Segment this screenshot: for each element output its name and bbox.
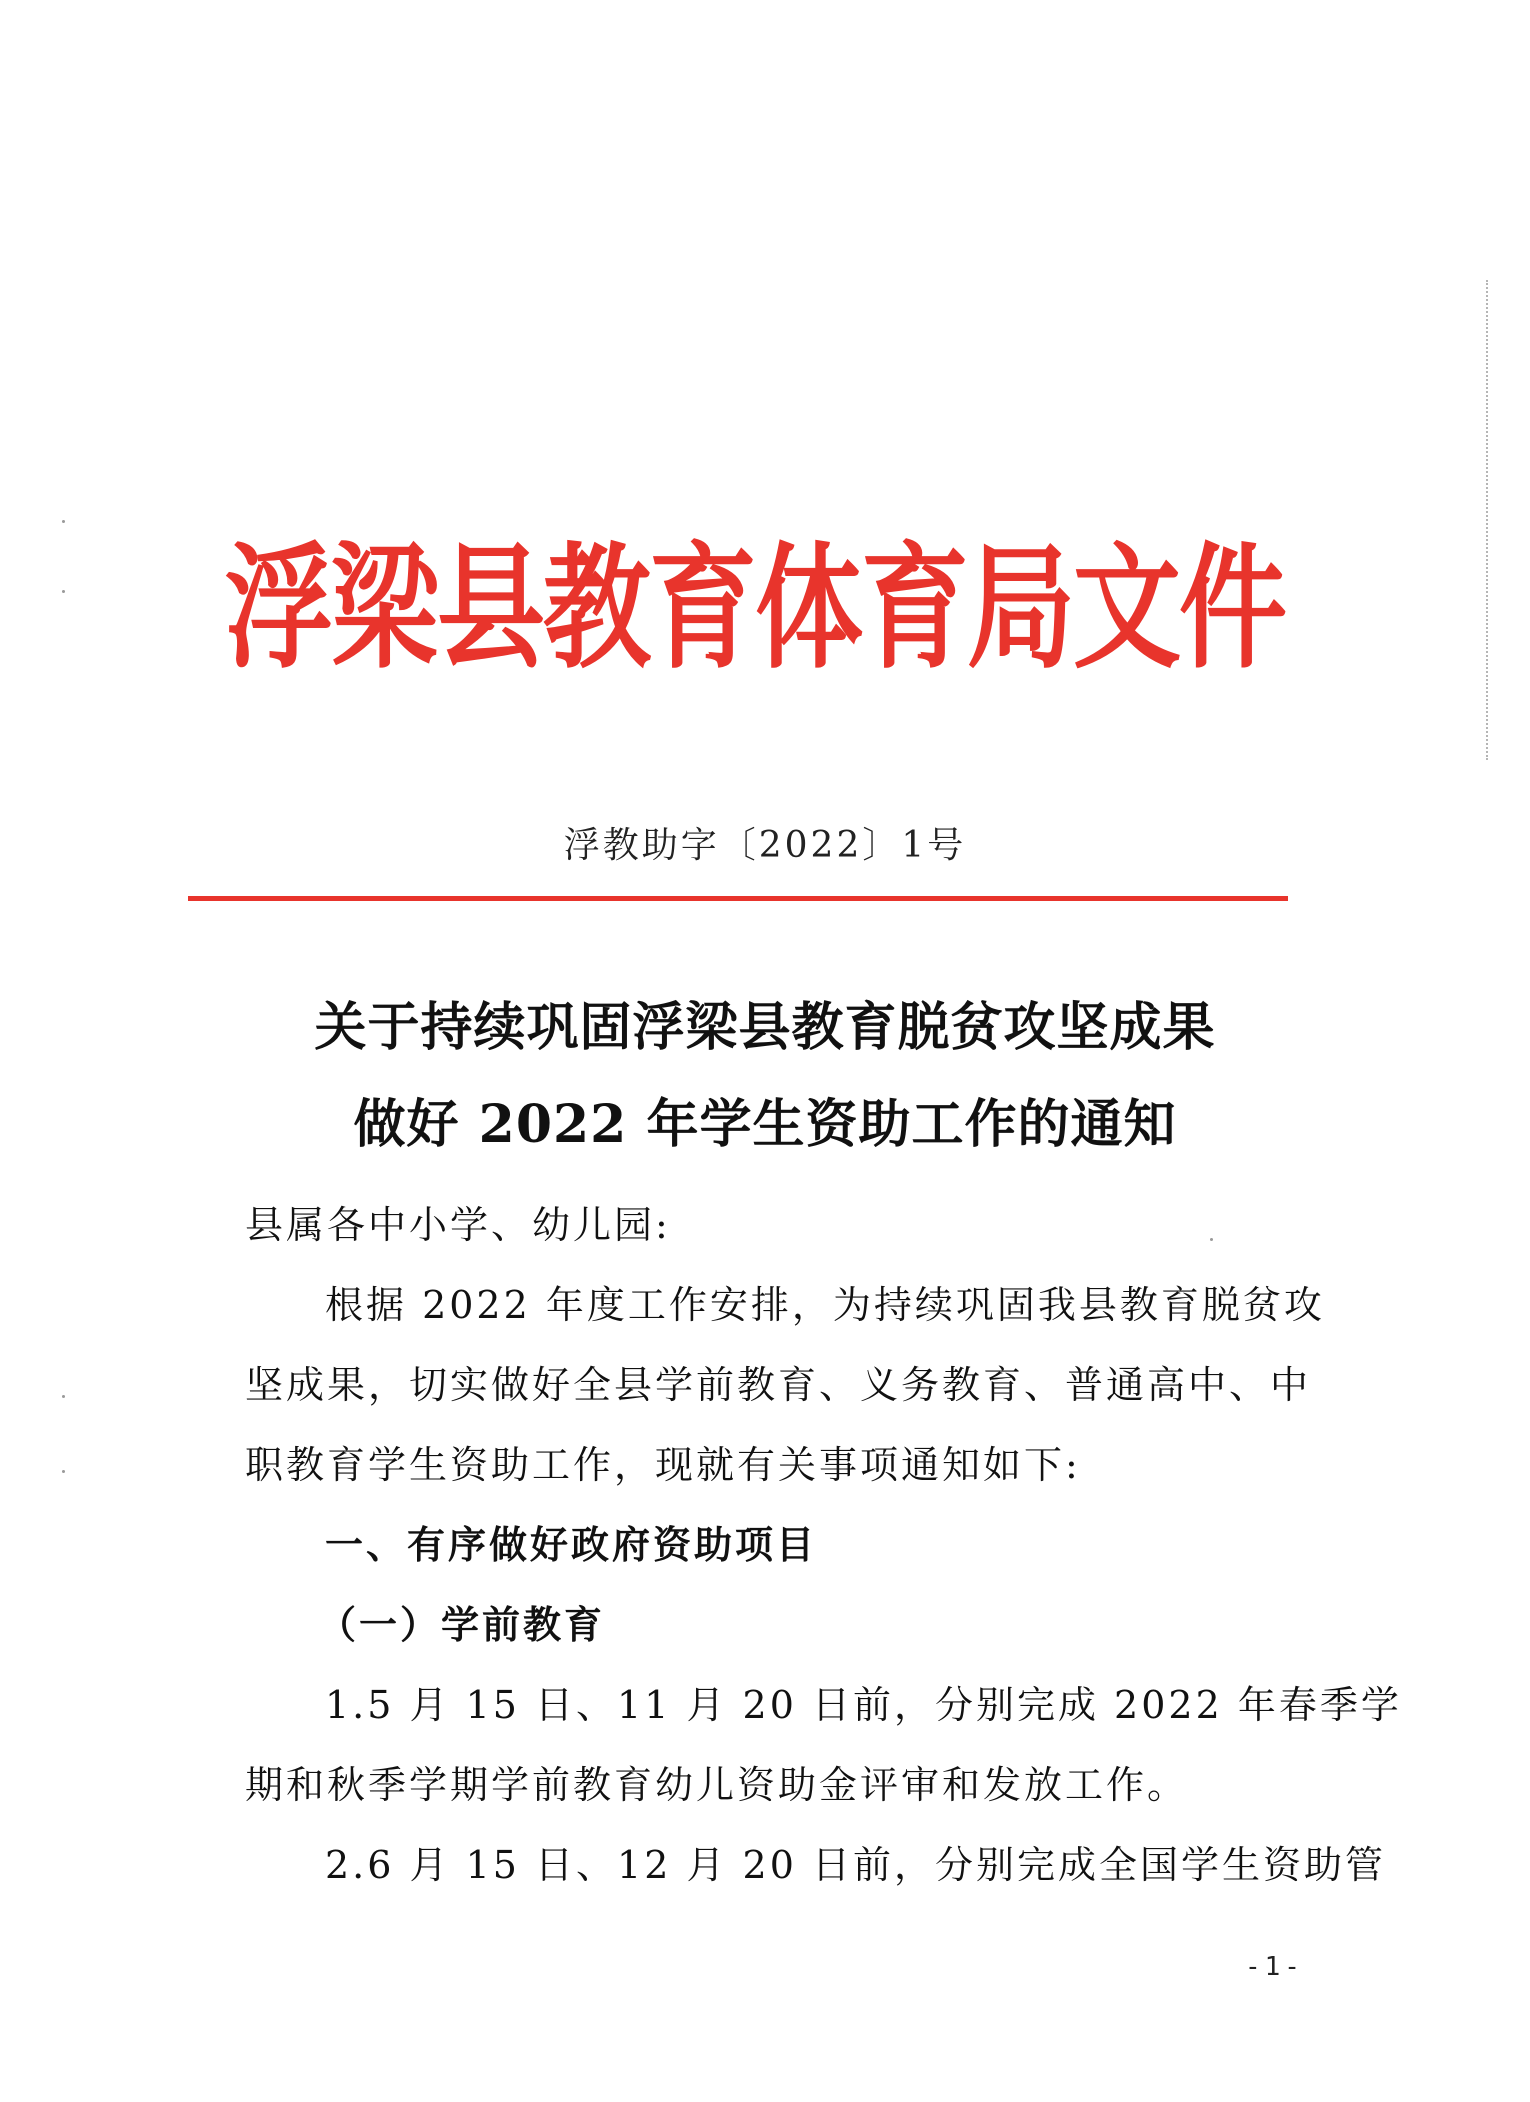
scan-speck — [1210, 1238, 1213, 1241]
section-heading: 一、有序做好政府资助项目 — [325, 1523, 818, 1567]
red-divider-rule — [188, 896, 1288, 901]
scan-speck — [62, 520, 65, 523]
paragraph-line: 2.6 月 15 日、12 月 20 日前，分别完成全国学生资助管 — [325, 1843, 1386, 1887]
notice-title-line-2: 做好 2022 年学生资助工作的通知 — [353, 1094, 1177, 1155]
scan-speck — [62, 1395, 65, 1398]
paragraph-line: 根据 2022 年度工作安排，为持续巩固我县教育脱贫攻 — [325, 1283, 1325, 1327]
document-number: 浮教助字〔2022〕1号 — [563, 825, 967, 866]
paragraph-line: 坚成果，切实做好全县学前教育、义务教育、普通高中、中 — [245, 1363, 1312, 1407]
paragraph-line: 1.5 月 15 日、11 月 20 日前，分别完成 2022 年春季学 — [325, 1683, 1402, 1727]
scan-speck — [62, 1470, 65, 1473]
paragraph-line: 期和秋季学期学前教育幼儿资助金评审和发放工作。 — [245, 1763, 1189, 1807]
paragraph-line: 职教育学生资助工作，现就有关事项通知如下: — [245, 1443, 1081, 1487]
scan-speck — [62, 590, 65, 593]
scan-edge-line — [1486, 280, 1490, 760]
addressee: 县属各中小学、幼儿园: — [245, 1203, 671, 1247]
subsection-heading: （一）学前教育 — [318, 1603, 606, 1647]
page-number: -1- — [1245, 1952, 1304, 1982]
notice-title-line-1: 关于持续巩固浮梁县教育脱贫攻坚成果 — [314, 997, 1216, 1058]
agency-header-title: 浮梁县教育体育局文件 — [224, 530, 1285, 688]
